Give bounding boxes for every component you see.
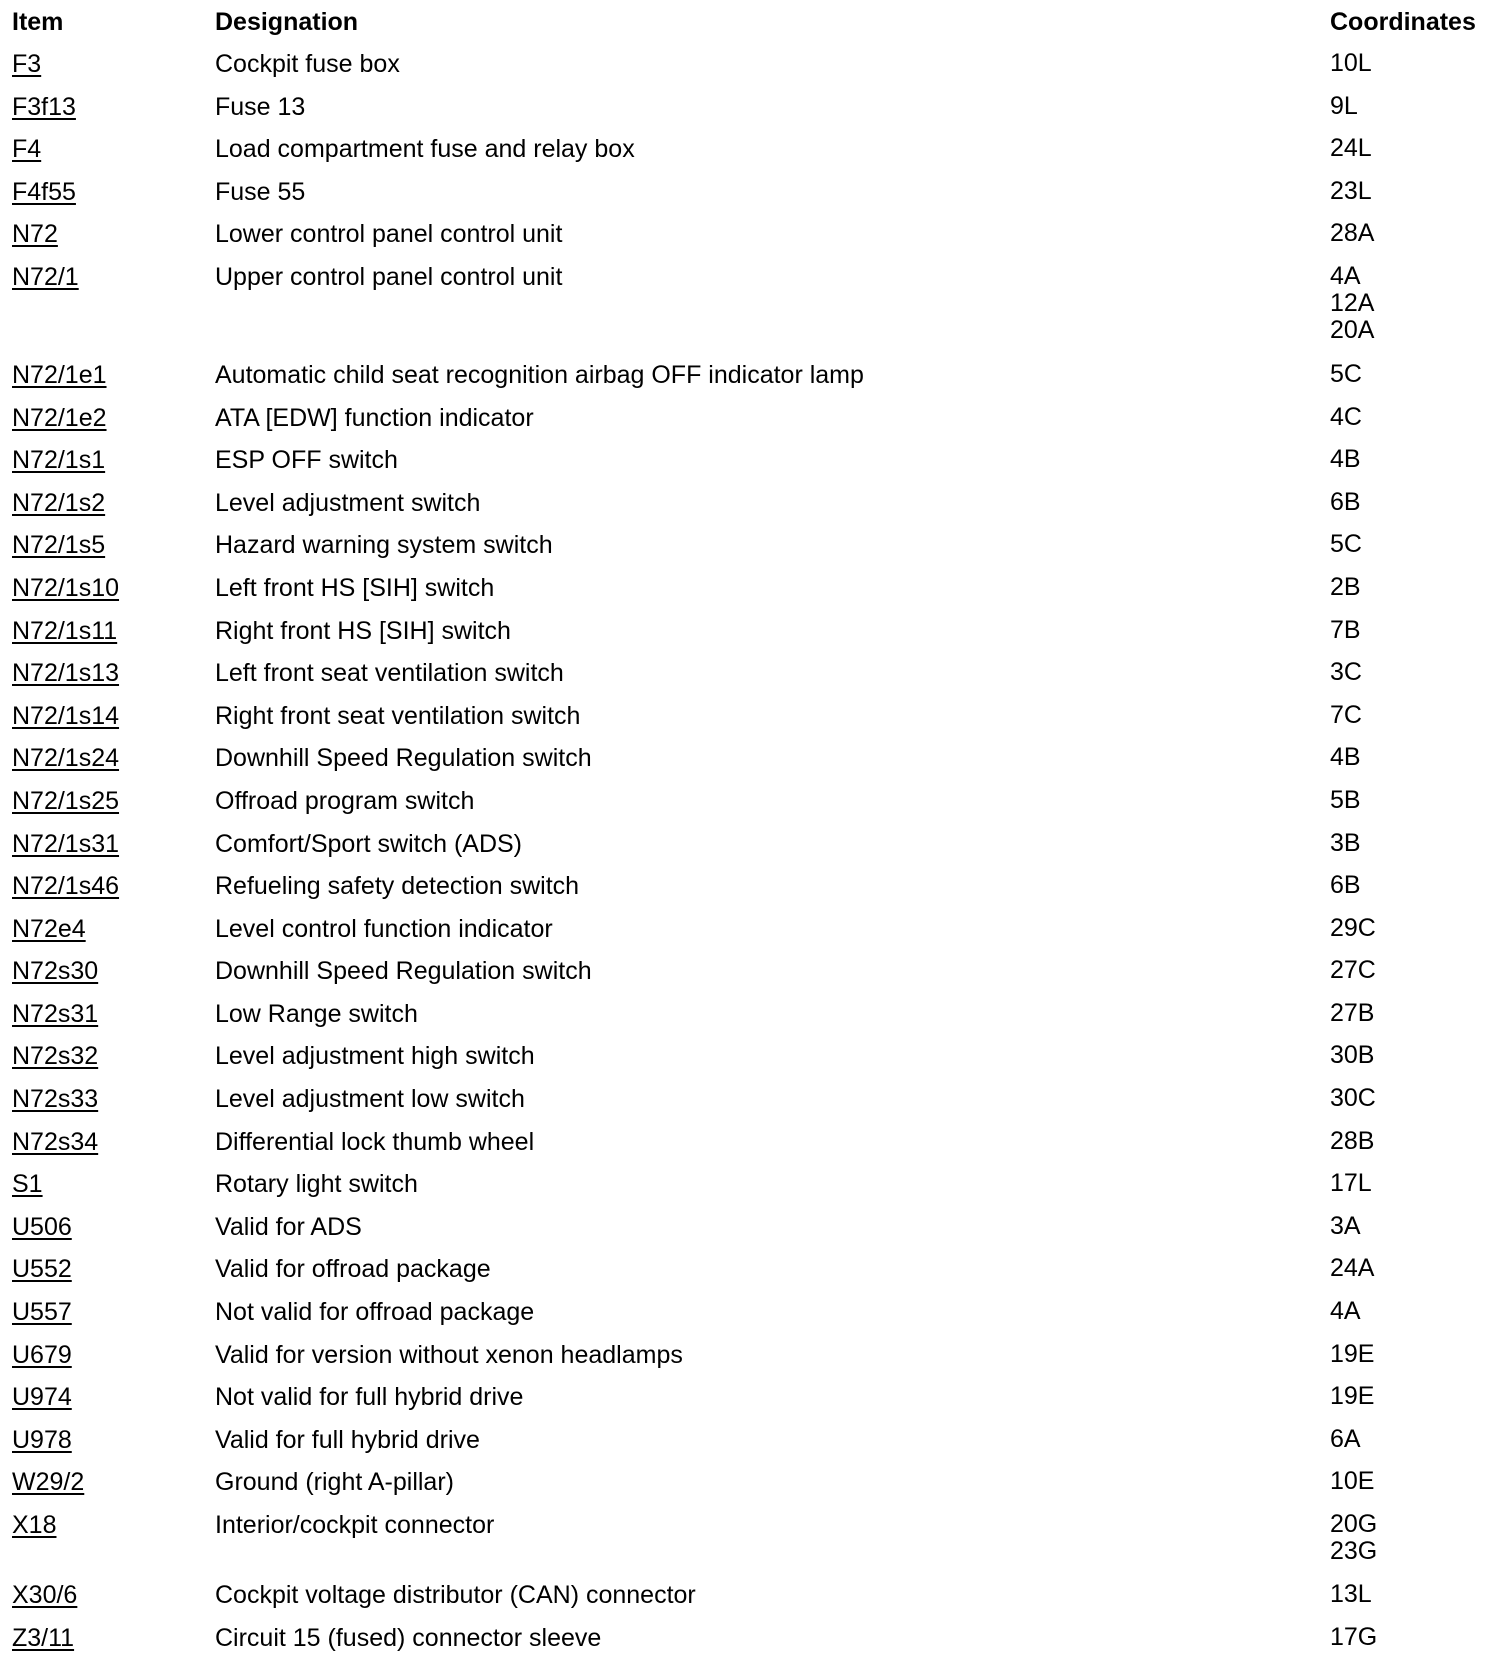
coordinates-cell [1330, 1581, 1372, 1608]
item-link[interactable]: N72/1s2 [12, 488, 106, 517]
coordinate-value: 13L [1330, 1580, 1372, 1608]
coordinate-value: 5B [1330, 785, 1361, 814]
item-link[interactable]: N72/1s14 [12, 701, 120, 730]
coordinates-cell [1330, 220, 1374, 247]
designation-text: Refueling safety detection switch [215, 872, 580, 901]
coordinates-cell [1330, 489, 1361, 516]
table-row [0, 1505, 1504, 1575]
item-link[interactable]: U552 [12, 1255, 72, 1284]
coordinate-value: 27B [1330, 998, 1375, 1027]
designation-text: ESP OFF switch [215, 446, 398, 475]
coordinates-cell [1330, 1426, 1361, 1453]
designation-text: Comfort/Sport switch (ADS) [215, 829, 523, 858]
designation-text: Level control function indicator [215, 914, 553, 943]
table-row [0, 1122, 1504, 1165]
item-link[interactable]: N72s30 [12, 957, 99, 986]
item-link[interactable]: N72s33 [12, 1085, 99, 1114]
item-link[interactable]: U506 [12, 1212, 72, 1241]
item-link[interactable]: S1 [12, 1170, 43, 1199]
item-link[interactable]: U978 [12, 1425, 72, 1454]
coordinate-value: 29C [1330, 913, 1376, 942]
item-link[interactable]: N72s34 [12, 1127, 99, 1156]
designation-text: Not valid for offroad package [215, 1298, 535, 1327]
table-header [0, 0, 1504, 44]
coordinate-value: 3B [1330, 828, 1361, 857]
designation-text: Load compartment fuse and relay box [215, 135, 635, 164]
item-link[interactable]: N72/1e2 [12, 403, 107, 432]
designation-text: Upper control panel control unit [215, 262, 563, 291]
item-link[interactable]: N72/1e1 [12, 360, 107, 389]
coordinates-cell [1330, 1042, 1374, 1069]
designation-text: Valid for version without xenon headlamps [215, 1340, 683, 1369]
table-row [0, 1036, 1504, 1079]
item-link[interactable]: Z3/11 [12, 1623, 75, 1652]
coordinate-value: 24L [1330, 134, 1372, 163]
table-row [0, 1207, 1504, 1250]
coordinates-cell [1330, 659, 1362, 686]
designation-text: Right front HS [SIH] switch [215, 616, 511, 645]
table-row [0, 483, 1504, 526]
table-row [0, 44, 1504, 87]
item-link[interactable]: N72/1s5 [12, 531, 106, 560]
designation-text: Cockpit voltage distributor (CAN) connector [215, 1581, 696, 1609]
designation-text: Ground (right A-pillar) [215, 1468, 454, 1497]
coordinates-cell [1330, 872, 1361, 899]
table-row [0, 398, 1504, 441]
coordinate-value: 4B [1330, 743, 1361, 772]
table-body [0, 44, 1504, 1660]
coordinates-cell [1330, 1298, 1361, 1325]
designation-text: Valid for offroad package [215, 1255, 491, 1284]
coordinate-value: 23L [1330, 176, 1372, 205]
item-link[interactable]: N72/1s31 [12, 829, 120, 858]
designation-text: Fuse 55 [215, 177, 306, 206]
coordinates-cell [1330, 957, 1376, 984]
designation-text: Level adjustment low switch [215, 1085, 525, 1114]
coordinate-value: 4B [1330, 445, 1361, 474]
coordinates-cell [1330, 1383, 1374, 1410]
table-row [0, 1249, 1504, 1292]
table-row [0, 781, 1504, 824]
header-item: Item [12, 8, 64, 36]
item-link[interactable]: F3 [12, 50, 42, 78]
coordinates-cell [1330, 702, 1362, 729]
item-link[interactable]: X30/6 [12, 1581, 78, 1609]
coordinates-cell [1330, 93, 1358, 120]
table-row [0, 525, 1504, 568]
coordinate-value: 2B [1330, 572, 1361, 601]
header-coordinates: Coordinates [1330, 8, 1476, 36]
table-row [0, 568, 1504, 611]
designation-text: Fuse 13 [215, 92, 306, 121]
coordinates-cell [1330, 787, 1361, 814]
coordinate-value: 30C [1330, 1084, 1376, 1113]
coordinate-value: 30B [1330, 1041, 1375, 1070]
coordinates-cell [1330, 830, 1361, 857]
header-designation: Designation [215, 8, 359, 36]
designation-text: ATA [EDW] function indicator [215, 403, 534, 432]
table-row [0, 172, 1504, 215]
table-row [0, 824, 1504, 867]
table-row [0, 1079, 1504, 1122]
coordinate-value: 19E [1330, 1382, 1375, 1411]
coordinate-value: 12A [1330, 288, 1375, 317]
coordinate-value: 27C [1330, 956, 1376, 985]
item-link[interactable]: F3f13 [12, 92, 76, 121]
coordinates-cell [1330, 50, 1372, 77]
coordinate-value: 28A [1330, 219, 1375, 248]
table-row [0, 951, 1504, 994]
designation-text: Left front seat ventilation switch [215, 659, 564, 688]
coordinates-cell [1330, 446, 1361, 473]
table-row [0, 1618, 1504, 1661]
table-row [0, 1462, 1504, 1505]
item-link[interactable]: U557 [12, 1298, 72, 1327]
designation-text: Differential lock thumb wheel [215, 1127, 535, 1156]
table-row [0, 1335, 1504, 1378]
designation-text: Valid for full hybrid drive [215, 1425, 480, 1454]
item-link[interactable]: N72/1s25 [12, 786, 120, 815]
table-row [0, 1377, 1504, 1420]
coordinates-cell [1330, 404, 1362, 431]
coordinates-cell [1330, 617, 1361, 644]
table-row [0, 909, 1504, 952]
coordinate-value: 17L [1330, 1169, 1372, 1198]
coordinate-value: 6A [1330, 1424, 1361, 1453]
table-row [0, 214, 1504, 257]
table-row [0, 87, 1504, 130]
table-row [0, 1420, 1504, 1463]
coordinate-value: 28B [1330, 1126, 1375, 1155]
coordinate-value: 19E [1330, 1339, 1375, 1368]
coordinates-cell [1330, 1468, 1374, 1495]
coordinates-cell [1330, 1341, 1374, 1368]
coordinates-cell [1330, 1085, 1376, 1112]
designation-text: Right front seat ventilation switch [215, 701, 581, 730]
coordinate-value: 23G [1330, 1537, 1378, 1565]
designation-text: Downhill Speed Regulation switch [215, 744, 592, 773]
item-link[interactable]: N72e4 [12, 914, 86, 943]
item-link[interactable]: F4 [12, 135, 42, 164]
item-link[interactable]: U974 [12, 1383, 72, 1412]
coordinates-cell [1330, 574, 1361, 601]
coordinate-value: 9L [1330, 91, 1358, 120]
coordinates-cell [1330, 1511, 1377, 1565]
coordinate-value: 17G [1330, 1622, 1378, 1651]
designation-text: Left front HS [SIH] switch [215, 573, 495, 602]
coordinate-value: 20A [1330, 315, 1375, 344]
coordinate-value: 20G [1330, 1510, 1378, 1538]
coordinate-value: 10L [1330, 49, 1372, 77]
table-row [0, 696, 1504, 739]
table-row [0, 611, 1504, 654]
item-link[interactable]: U679 [12, 1340, 72, 1369]
item-link[interactable]: N72s32 [12, 1042, 99, 1071]
table-row [0, 257, 1504, 355]
item-link[interactable]: N72/1s13 [12, 659, 120, 688]
table-row [0, 994, 1504, 1037]
coordinates-cell [1330, 361, 1362, 388]
coordinates-cell [1330, 1170, 1372, 1197]
designation-text: Cockpit fuse box [215, 50, 400, 78]
designation-text: Low Range switch [215, 999, 418, 1028]
item-link[interactable]: N72/1s11 [12, 616, 118, 645]
table-row [0, 129, 1504, 172]
coordinates-cell [1330, 263, 1374, 344]
item-link[interactable]: N72/1s24 [12, 744, 120, 773]
table-row [0, 355, 1504, 398]
item-link[interactable]: N72/1s1 [12, 446, 106, 475]
coordinate-value: 5C [1330, 359, 1362, 388]
coordinates-cell [1330, 1128, 1374, 1155]
coordinate-value: 7C [1330, 700, 1362, 729]
item-link[interactable]: N72/1 [12, 262, 79, 291]
item-link[interactable]: N72/1s10 [12, 573, 120, 602]
coordinates-cell [1330, 135, 1372, 162]
coordinates-cell [1330, 744, 1361, 771]
designation-text: Valid for ADS [215, 1212, 362, 1241]
coordinate-value: 4A [1330, 1297, 1361, 1326]
coordinates-cell [1330, 531, 1362, 558]
table-row [0, 866, 1504, 909]
table-row [0, 1164, 1504, 1207]
item-link[interactable]: N72 [12, 220, 58, 249]
item-link[interactable]: F4f55 [12, 177, 76, 206]
item-link[interactable]: N72/1s46 [12, 872, 120, 901]
coordinate-value: 24A [1330, 1254, 1375, 1283]
coordinates-cell [1330, 915, 1376, 942]
coordinates-cell [1330, 178, 1372, 205]
designation-text: Level adjustment high switch [215, 1042, 535, 1071]
item-link[interactable]: N72s31 [12, 999, 99, 1028]
designation-text: Hazard warning system switch [215, 531, 553, 560]
coordinate-value: 3A [1330, 1211, 1361, 1240]
table-row [0, 738, 1504, 781]
designation-text: Not valid for full hybrid drive [215, 1383, 524, 1412]
designation-text: Offroad program switch [215, 786, 475, 815]
table-row [0, 440, 1504, 483]
coordinate-value: 3C [1330, 658, 1362, 687]
coordinate-value: 6B [1330, 487, 1361, 516]
designation-text: Circuit 15 (fused) connector sleeve [215, 1623, 602, 1652]
coordinates-cell [1330, 1255, 1374, 1282]
coordinates-cell [1330, 1624, 1377, 1651]
coordinate-value: 4A [1330, 261, 1361, 290]
table-row [0, 653, 1504, 696]
item-link[interactable]: W29/2 [12, 1468, 85, 1497]
designation-text: Automatic child seat recognition airbag OFF indicator lamp [215, 360, 864, 389]
coordinates-cell [1330, 1213, 1361, 1240]
item-link[interactable]: X18 [12, 1511, 57, 1539]
coordinate-value: 6B [1330, 871, 1361, 900]
designation-text: Level adjustment switch [215, 488, 481, 517]
coordinate-value: 5C [1330, 530, 1362, 559]
table-row [0, 1292, 1504, 1335]
designation-text: Interior/cockpit connector [215, 1511, 495, 1539]
coordinate-value: 4C [1330, 402, 1362, 431]
designation-text: Rotary light switch [215, 1170, 418, 1199]
coordinate-value: 10E [1330, 1467, 1375, 1496]
designation-text: Downhill Speed Regulation switch [215, 957, 592, 986]
designation-text: Lower control panel control unit [215, 220, 563, 249]
coordinates-cell [1330, 1000, 1374, 1027]
table-row [0, 1575, 1504, 1618]
coordinate-value: 7B [1330, 615, 1361, 644]
